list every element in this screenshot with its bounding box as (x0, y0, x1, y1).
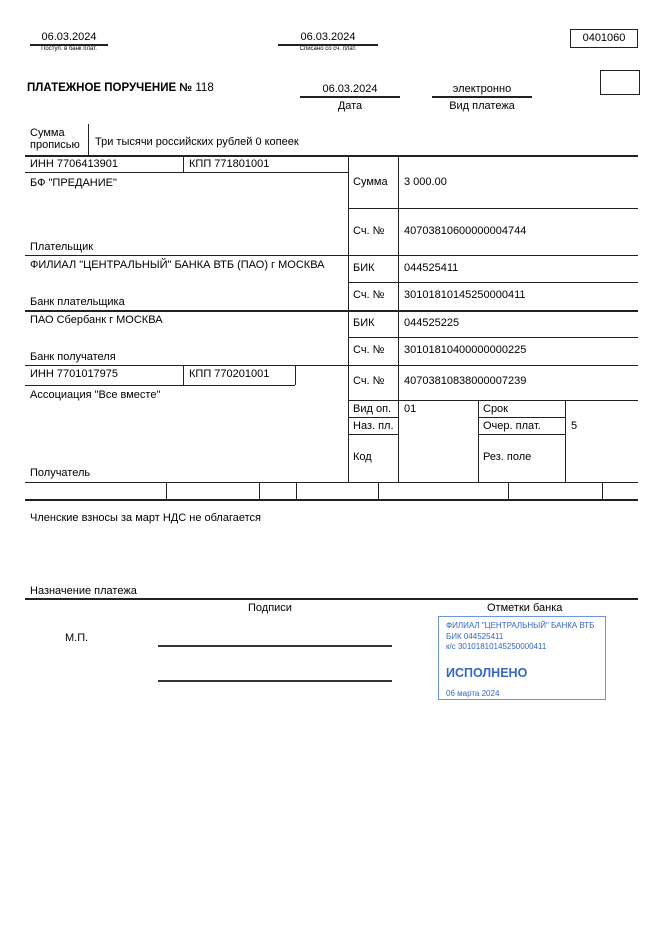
rule (478, 434, 565, 435)
payer-bank-name: ФИЛИАЛ "ЦЕНТРАЛЬНЫЙ" БАНКА ВТБ (ПАО) г МОСКВА (30, 259, 325, 271)
payee-account-label: Сч. № (353, 375, 385, 387)
underline (432, 96, 532, 98)
payee-account: 40703810838000007239 (404, 375, 527, 387)
divider (183, 365, 184, 385)
date-received-value: 06.03.2024 (41, 31, 97, 43)
payer-account: 40703810600000004744 (404, 225, 527, 237)
divider (348, 155, 349, 482)
op-type-value: 01 (404, 403, 417, 415)
stamp-status: ИСПОЛНЕНО (446, 665, 528, 680)
stamp-corr-account: к/с 30101810145250000411 (446, 642, 547, 651)
document-title (27, 82, 214, 94)
doc-date-label: Дата (337, 100, 363, 112)
op-type-label: Вид оп. (353, 403, 392, 415)
rule (348, 417, 398, 418)
priority-label: Очер. плат. (483, 420, 541, 432)
term-label: Срок (483, 403, 508, 415)
date-debited-value: 06.03.2024 (300, 31, 356, 43)
divider (378, 482, 379, 499)
rule (25, 482, 638, 483)
payee-label: Получатель (30, 467, 91, 479)
divider (398, 155, 399, 482)
rule (348, 337, 638, 338)
payer-bank-account-label: Сч. № (353, 289, 385, 301)
payer-bank-bik: 044525411 (404, 262, 459, 274)
divider (602, 482, 603, 499)
payee-bank-account: 30101810400000000225 (404, 344, 527, 356)
rule (25, 255, 638, 256)
divider (478, 400, 479, 482)
payment-type-value: электронно (452, 83, 512, 95)
payer-label: Плательщик (30, 241, 94, 253)
payee-bank-account-label: Сч. № (353, 344, 385, 356)
divider (183, 155, 184, 172)
divider (88, 124, 89, 155)
payer-bank-label: Банк плательщика (30, 296, 125, 308)
date-received-label: Поступ. в банк плат. (41, 46, 97, 52)
res-field-label: Рез. поле (483, 451, 532, 463)
payer-bank-bik-label: БИК (353, 262, 375, 274)
purpose-label: Назначение платежа (30, 585, 137, 597)
rule-thick (25, 499, 638, 501)
empty-field-box (600, 70, 640, 95)
rule-thick (25, 598, 638, 600)
doc-date-value: 06.03.2024 (322, 83, 378, 95)
amount-words-value: Три тысячи российских рублей 0 копеек (95, 136, 299, 148)
signatures-label: Подписи (248, 602, 292, 614)
divider (508, 482, 509, 499)
stamp-bank-name: ФИЛИАЛ "ЦЕНТРАЛЬНЫЙ" БАНКА ВТБ (446, 621, 595, 630)
underline (300, 96, 400, 98)
rule (348, 434, 398, 435)
rule (25, 385, 295, 386)
amount-value: 3 000.00 (404, 176, 447, 188)
payee-bank-bik-label: БИК (353, 317, 375, 329)
payee-bank-name: ПАО Сбербанк г МОСКВА (30, 314, 163, 326)
payer-account-label: Сч. № (353, 225, 385, 237)
title-text: ПЛАТЕЖНОЕ ПОРУЧЕНИЕ № (27, 82, 193, 94)
priority-value: 5 (571, 420, 578, 432)
rule (25, 365, 638, 366)
bank-marks-label: Отметки банка (487, 602, 563, 614)
payer-inn: ИНН 7706413901 (30, 158, 119, 170)
rule-thick (25, 155, 638, 157)
purpose-text: Членские взносы за март НДС не облагается (30, 512, 261, 524)
rule (25, 172, 348, 173)
form-code-box (570, 29, 638, 48)
code-label: Код (353, 451, 372, 463)
signature-line (158, 645, 392, 647)
divider (166, 482, 167, 499)
payee-kpp: КПП 770201001 (189, 368, 270, 380)
payer-name: БФ "ПРЕДАНИЕ" (30, 177, 117, 189)
stamp-date: 06 марта 2024 (446, 688, 500, 698)
form-code: 0401060 (582, 32, 626, 44)
divider (565, 400, 566, 482)
divider (295, 365, 296, 385)
pay-purpose-label: Наз. пл. (353, 420, 394, 432)
payer-bank-account: 30101810145250000411 (404, 289, 526, 301)
payer-kpp: КПП 771801001 (189, 158, 270, 170)
payee-bank-label: Банк получателя (30, 351, 116, 363)
payee-name: Ассоциация "Все вместе" (30, 389, 161, 401)
doc-number: 118 (195, 82, 214, 94)
divider (296, 482, 297, 499)
payment-type-label: Вид платежа (449, 100, 515, 112)
amount-words-label: Сумма прописью (30, 127, 80, 151)
signature-line (158, 680, 392, 682)
rule (478, 417, 565, 418)
rule (348, 282, 638, 283)
amount-label: Сумма (353, 176, 388, 188)
stamp-bik: БИК 044525411 (446, 631, 504, 641)
payee-bank-bik: 044525225 (404, 317, 460, 329)
divider (259, 482, 260, 499)
payee-inn: ИНН 7701017975 (30, 368, 119, 380)
bank-stamp (438, 616, 606, 700)
mp-label: М.П. (65, 632, 89, 644)
rule (348, 208, 638, 209)
rule-thick (25, 310, 638, 312)
rule (348, 400, 638, 401)
date-debited-label: Списано со сч. плат. (299, 46, 357, 52)
